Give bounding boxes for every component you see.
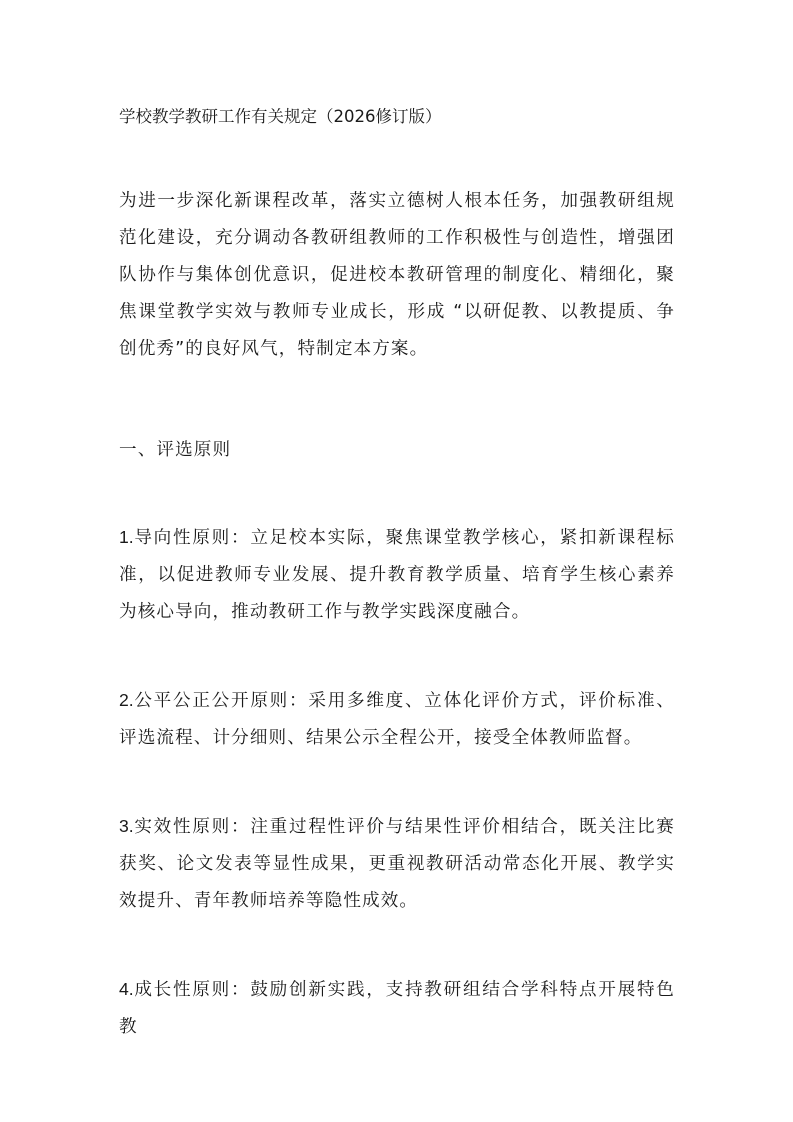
section-heading-principles: 一、评选原则 [119,440,232,460]
item-number: 2. [119,690,134,710]
item-text: 导向性原则：立足校本实际，聚焦课堂教学核心，紧扣新课程标准，以促进教师专业发展、提升教育教学质量、培育学生核心素养为核心导向，推动教研工作与教学实践深度融合。 [119,528,675,622]
principle-item-1 [119,519,675,631]
item-text: 实效性原则：注重过程性评价与结果性评价相结合，既关注比赛获奖、论文发表等显性成果，更重视教研活动常态化开展、教学实效提升、青年教师培养等隐性成效。 [119,817,675,911]
item-number: 1. [119,527,134,547]
principle-item-2 [119,682,675,757]
item-number: 3. [119,816,134,836]
item-text: 公平公正公开原则：采用多维度、立体化评价方式，评价标准、评选流程、计分细则、结果公示全程公开，接受全体教师监督。 [119,691,675,748]
principle-item-3 [119,808,675,920]
intro-paragraph: 为进一步深化新课程改革，落实立德树人根本任务，加强教研组规范化建设，充分调动各教研组教师的工作积极性与创造性，增强团队协作与集体创优意识，促进校本教研管理的制度化、精细化，聚焦课堂教学实效与教师专业成长，形成 “以研促教、以教提质、争创优秀”的良好风气，特制定本方案。 [119,191,675,359]
item-number: 4. [119,979,134,999]
document-title: 学校教学教研工作有关规定（2026修订版） [119,107,442,126]
item-text: 成长性原则：鼓励创新实践，支持教研组结合学科特点开展特色教 [119,980,675,1037]
principle-item-4 [119,971,675,1037]
